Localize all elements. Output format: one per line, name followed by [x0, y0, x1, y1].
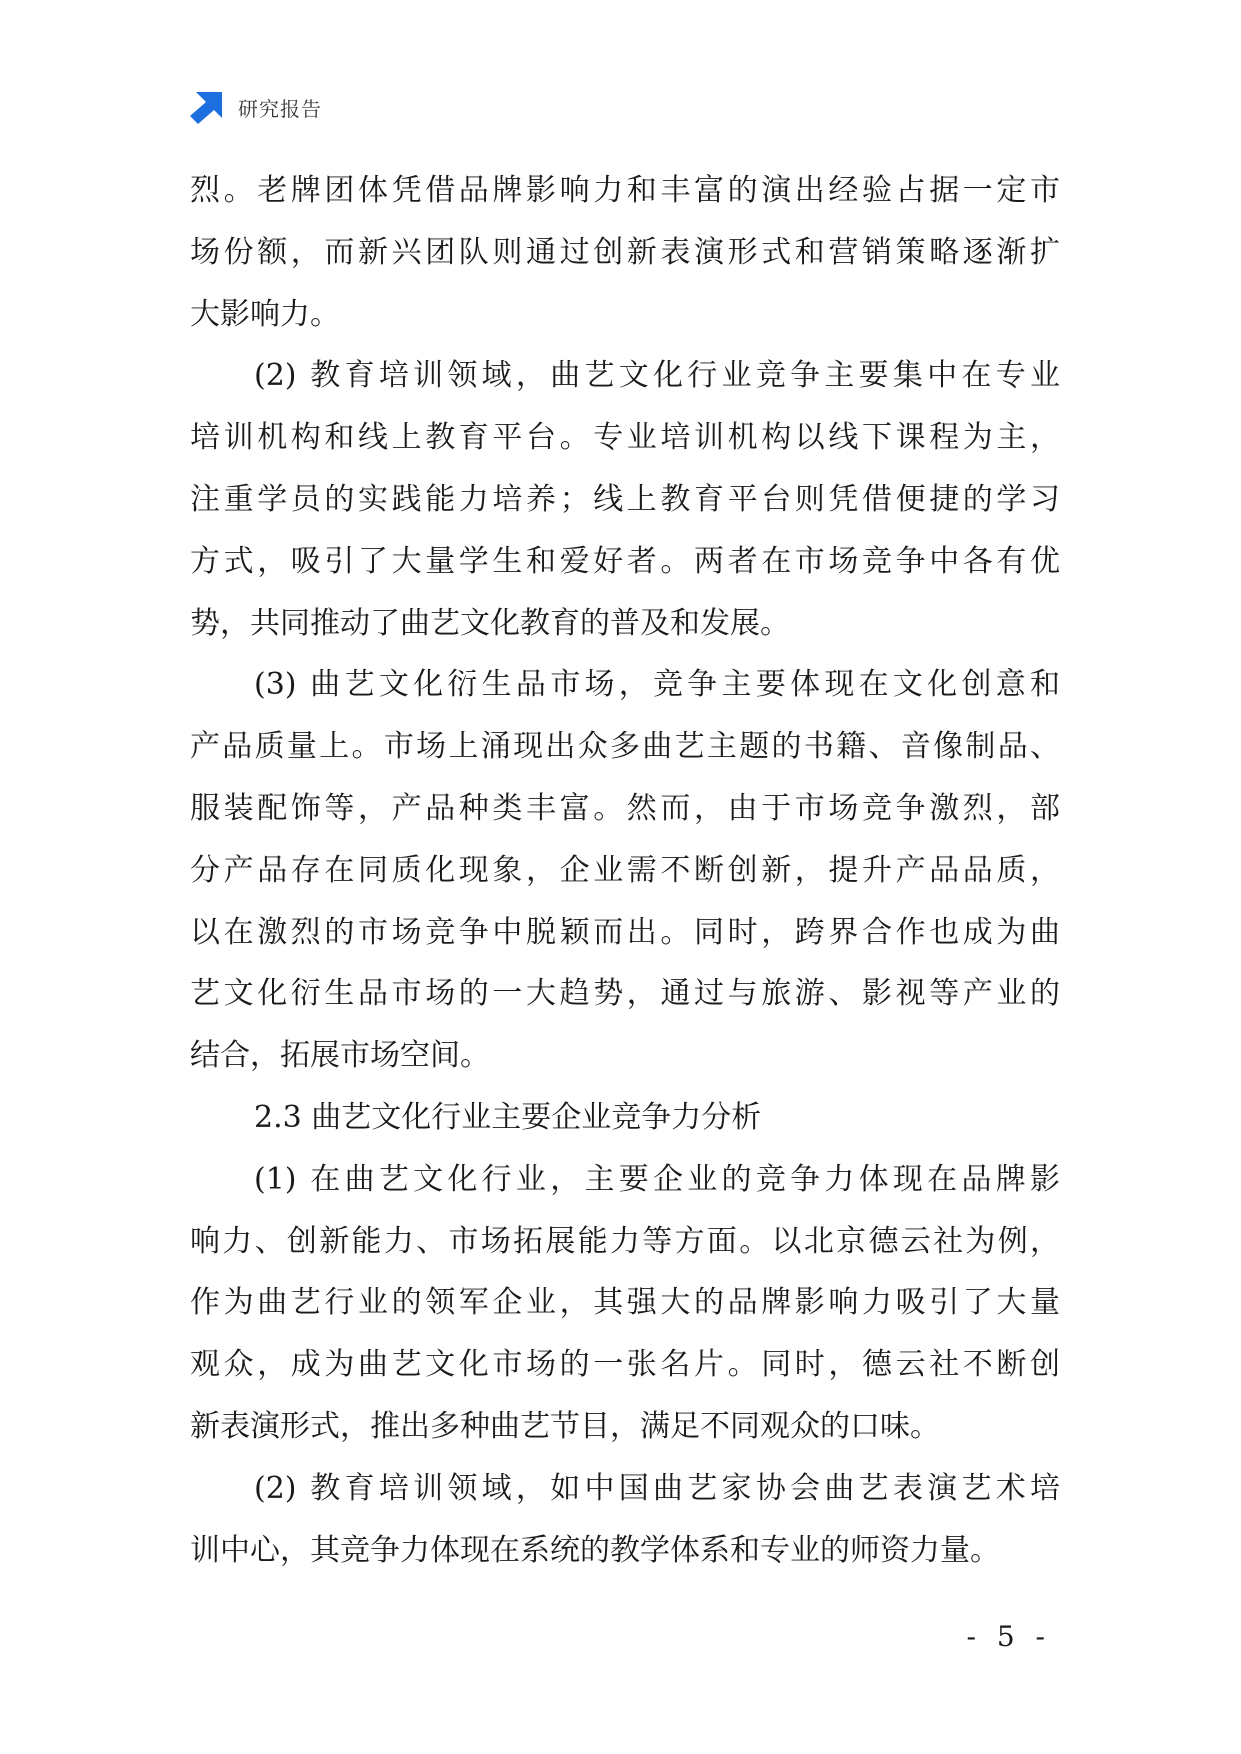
report-header	[190, 90, 322, 124]
text-line: 分产品存在同质化现象，企业需不断创新，提升产品品质，	[190, 852, 1060, 888]
arrow-up-right-icon	[190, 90, 224, 124]
page-number: - 5 -	[966, 1620, 1051, 1653]
text-line: 作为曲艺行业的领军企业，其强大的品牌影响力吸引了大量	[190, 1285, 1060, 1321]
section-heading: 2.3 曲艺文化行业主要企业竞争力分析	[254, 1099, 762, 1135]
text-line: (2) 教育培训领域，如中国曲艺家协会曲艺表演艺术培	[254, 1470, 1060, 1506]
text-line: (1) 在曲艺文化行业，主要企业的竞争力体现在品牌影	[254, 1161, 1060, 1197]
report-title: 研究报告	[238, 96, 322, 121]
text-line: 结合，拓展市场空间。	[190, 1038, 490, 1074]
text-line: 服装配饰等，产品种类丰富。然而，由于市场竞争激烈，部	[190, 790, 1060, 826]
text-line: 场份额，而新兴团队则通过创新表演形式和营销策略逐渐扩	[190, 234, 1060, 270]
text-line: (2) 教育培训领域，曲艺文化行业竞争主要集中在专业	[254, 358, 1060, 394]
text-line: 方式，吸引了大量学生和爱好者。两者在市场竞争中各有优	[190, 543, 1060, 579]
text-line: 以在激烈的市场竞争中脱颖而出。同时，跨界合作也成为曲	[190, 914, 1060, 950]
text-line: 观众，成为曲艺文化市场的一张名片。同时，德云社不断创	[190, 1347, 1060, 1383]
text-line: 产品质量上。市场上涌现出众多曲艺主题的书籍、音像制品、	[190, 729, 1060, 765]
text-line: 响力、创新能力、市场拓展能力等方面。以北京德云社为例，	[190, 1223, 1060, 1259]
text-line: 新表演形式，推出多种曲艺节目，满足不同观众的口味。	[190, 1408, 940, 1444]
text-line: 烈。老牌团体凭借品牌影响力和丰富的演出经验占据一定市	[190, 173, 1060, 208]
text-line: 大影响力。	[190, 296, 340, 332]
text-line: 艺文化衍生品市场的一大趋势，通过与旅游、影视等产业的	[190, 976, 1060, 1012]
text-line: 培训机构和线上教育平台。专业培训机构以线下课程为主，	[190, 420, 1060, 456]
text-line: 势，共同推动了曲艺文化教育的普及和发展。	[190, 605, 790, 641]
text-line: (3) 曲艺文化衍生品市场，竞争主要体现在文化创意和	[254, 667, 1060, 703]
text-line: 注重学员的实践能力培养；线上教育平台则凭借便捷的学习	[190, 481, 1060, 517]
body-text	[190, 160, 1060, 1581]
text-line: 训中心，其竞争力体现在系统的教学体系和专业的师资力量。	[190, 1532, 1000, 1568]
